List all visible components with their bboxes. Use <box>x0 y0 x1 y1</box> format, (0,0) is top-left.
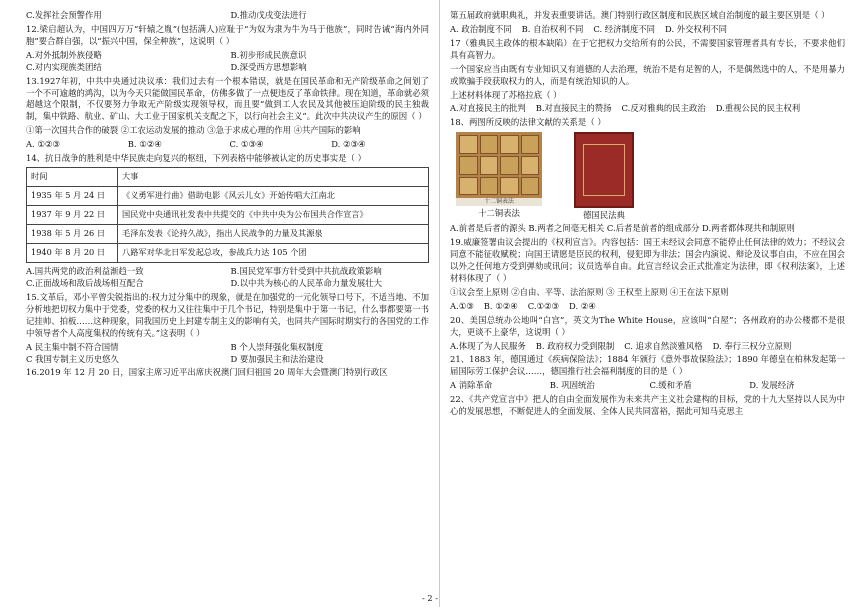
q16-stem: 16.2019 年 12 月 20 日，国家主席习近平出席庆祝澳门回归祖国 20 周年大会暨澳门特别行政区 <box>26 367 388 378</box>
table-cell-event: 国民党中央通讯社发表中共提交的《中共中央为公布国共合作宣言》 <box>118 206 429 225</box>
german-civil-code-caption: 德国民法典 <box>583 210 625 221</box>
q13-option-a: A. ①②③ <box>26 139 60 150</box>
twelve-tables-image <box>456 132 542 198</box>
q11-options <box>26 10 429 22</box>
table-header-event: 大事 <box>118 168 429 187</box>
twelve-tables-caption: 十二铜表法 <box>478 208 520 219</box>
q13-stem: 13.1927年初，中共中央通过决议承：我们过去有一个根本错误，就是在国民革命和无产阶级革命之间划了一个不可逾越的鸿沟，以为今天只能做国民革命，仿佛多做了一点便违反了革命铁律。现在知道，革命就必须超越这个限制，不仅要努力争取无产阶级实现领导权，而且要“做到工人农民及其他被压迫阶级的民主独裁制，集中铁路、航业、矿山、大工业于国家机关支配之下，以行向社会主义”。此次中共决议产生的原因（ ） <box>26 75 429 122</box>
german-civil-code-image <box>574 132 634 208</box>
q14-option-b: B.国民党军事方针受到中共抗战政策影响 <box>230 266 382 277</box>
q14-option-d: D.以中共为核心的人民革命力量发展壮大 <box>230 277 382 288</box>
q17-option-c: C.反对雅典的民主政治 <box>621 103 706 114</box>
q19-items: ①议会至上原则 ②自由、平等、法治原则 ③ 王权至上原则 ④王在法下原则 <box>450 286 729 297</box>
q21-stem: 21、1883 年，德国通过《疾病保险法》；1884 年颁行《意外事故保险法》；1890 年德皇在柏林发起第一届国际劳工保护会议……，德国推行社会福利制度的目的是（ ） <box>450 354 845 377</box>
q12-option-d: D.深受西方思想影响 <box>230 61 307 72</box>
table-row <box>27 244 429 263</box>
q16-continuation: 第五届政府就职典礼，并发表重要讲话。澳门特别行政区制度和民族区域自治制度的最主要区别是（ ） <box>450 10 830 20</box>
q13-option-c: C. ①③④ <box>229 139 264 150</box>
table-cell-date: 1940 年 8 月 20 日 <box>27 244 118 263</box>
q17-options <box>450 103 845 115</box>
q14-option-a: A.国共两党的政治利益渐趋一致 <box>26 266 144 277</box>
q17-option-b: B.对直接民主的赞扬 <box>535 103 612 114</box>
table-header-time: 时间 <box>27 168 118 187</box>
q16-option-a: A. 政治制度不同 <box>450 23 512 34</box>
q20-option-b: B. 政府权力受到限制 <box>535 340 615 351</box>
table-row <box>27 206 429 225</box>
twelve-tables-strip-label: 十二铜表法 <box>456 198 542 206</box>
q15-option-d: D 要加强民主和法治建设 <box>230 353 324 364</box>
table-cell-event: 八路军对华北日军发起总攻，参战兵力达 105 个团 <box>118 244 429 263</box>
q18-options: A.前者是后者的源头 B.两者之间毫无相关 C.后者是前者的组成部分 D.两者都体现共和制原则 <box>450 223 795 234</box>
q12-option-b: B.初步形成民族意识 <box>230 49 307 60</box>
q19-option-d: D. ②④ <box>569 300 596 311</box>
german-civil-code-figure <box>574 132 634 222</box>
q16-options <box>450 24 845 36</box>
table-cell-event: 《义勇军进行曲》借助电影《风云儿女》开始传唱大江南北 <box>118 187 429 206</box>
q16-option-c: C. 经济制度不同 <box>593 23 656 34</box>
q20-option-a: A.体现了为人民服务 <box>450 340 526 351</box>
q19-option-c: C.①②③ <box>527 300 560 311</box>
q19-options <box>450 301 845 313</box>
q12-stem: 12.梁启超认为，中国四万万“轩辕之胤”(包括满人)应耻于“为奴为隶为牛为马于他族”，同时告诫“海内外同胞”要合群自强，以“振兴中国，保全种族”，这说明（ ） <box>26 23 429 46</box>
q21-option-d: D. 发展经济 <box>749 380 795 391</box>
q14-history-table <box>26 167 429 263</box>
q13-items: ①第一次国共合作的破裂 ②工农运动发展的推动 ③急于求成心理的作用 ④共产国际的影响 <box>26 125 361 136</box>
left-column <box>26 10 429 381</box>
twelve-tables-figure <box>456 132 542 222</box>
table-cell-date: 1937 年 9 月 22 日 <box>27 206 118 225</box>
q16-option-b: B. 自治权利不同 <box>521 23 584 34</box>
q14-options <box>26 266 429 290</box>
q12-options <box>26 50 429 74</box>
q22-stem: 22、《共产党宣言中》把人的自由全面发展作为未来共产主义社会建构的目标，党的十九大坚持以人民为中心的发展思想，不断促进人的全面发展、全体人民共同富裕，据此可知马克思主 <box>450 394 845 417</box>
q13-options <box>26 139 429 151</box>
q15-options <box>26 342 429 366</box>
q12-option-a: A.对外抵制外族侵略 <box>26 49 102 60</box>
q11-option-d: D.推动戊戌变法进行 <box>230 10 307 20</box>
q16-option-d: D. 外交权利不同 <box>665 23 728 34</box>
table-cell-date: 1938 年 5 月 26 日 <box>27 225 118 244</box>
table-cell-event: 毛泽东发表《论持久战》，指出人民战争的力量及其源泉 <box>118 225 429 244</box>
q21-option-b: B. 巩固统治 <box>549 380 595 391</box>
q13-option-d: D. ②③④ <box>331 139 366 150</box>
q18-figures <box>450 132 845 222</box>
q14-option-c: C.正面战场和敌后战场相互配合 <box>26 277 144 288</box>
q15-option-a: A 民主集中制不符合国情 <box>26 341 119 352</box>
q12-option-c: C.对内实现族类团结 <box>26 61 102 72</box>
q15-option-b: B 个人崇拜强化集权制度 <box>230 341 324 352</box>
q21-option-c: C.缓和矛盾 <box>649 380 692 391</box>
q20-option-d: D. 奉行三权分立原则 <box>712 340 792 351</box>
q11-option-c: C.发挥社会预警作用 <box>26 10 102 20</box>
q19-option-b: B. ①②④ <box>483 300 518 311</box>
q14-stem: 14、抗日战争的胜利是中华民族走向复兴的枢纽，下列表格中能够被认定的历史事实是（ ） <box>26 153 366 164</box>
q21-options <box>450 380 845 392</box>
q17-ask: 上述材料体现了苏格拉底（ ） <box>450 89 562 100</box>
table-header-row <box>27 168 429 187</box>
q13-option-b: B. ①②④ <box>127 139 162 150</box>
q17-option-d: D.重视公民的民主权利 <box>715 103 801 114</box>
table-row <box>27 187 429 206</box>
q17-quote: 一个国家应当由既有专业知识又有道德的人去治理，统治不是有足智的人，不是偶然选中的人，不是用暴力或欺骗手段获取权力的人，而是有统治知识的人。 <box>450 63 845 86</box>
q15-stem: 15.文革后，邓小平曾尖锐指出的:权力过分集中的现象，就是在加强党的一元化领导口号下，不适当地、不加分析地把切权力集中于党委，党委的权力又往往集中于几个书记，特别是集中于第一书记，什么事都要第一书记挂帅、拍板……这种现象，同我国历史上封建专制主义的影响有关，也同共产国际时期实行的各国党的工作中领导者个人高度集权的传统有关。”这表明（ ） <box>26 291 429 338</box>
q15-option-c: C 我国专制主义历史悠久 <box>26 353 119 364</box>
q21-option-a: A 消除革命 <box>450 380 493 391</box>
q17-option-a: A.对直接民主的批判 <box>450 103 526 114</box>
table-cell-date: 1935 年 5 月 24 日 <box>27 187 118 206</box>
q20-options <box>450 341 845 353</box>
table-row <box>27 225 429 244</box>
page-number: - 2 - <box>422 593 438 603</box>
right-column <box>450 10 845 420</box>
q19-option-a: A.①③ <box>450 300 474 311</box>
column-divider <box>439 0 440 607</box>
q20-option-c: C. 追求自然淡雅风格 <box>624 340 703 351</box>
q19-stem: 19.威廉签署由议会提出的《权利宣言》。内容包括：国王未经议会同意不能停止任何法律的效力；不经议会同意不能征收赋税；向国王请愿是臣民的权利，侵犯即为非法；国会内演说、辩论及议事自由，不应在国会以外之任何地方受到弹劾或讯问；议员选举自由。此宣言经议会正式批准定为法律，即《权利法案》，上述材料体现了（ ） <box>450 237 845 283</box>
q18-stem: 18、两图所反映的法律文献的关系是（ ） <box>450 117 606 128</box>
q17-stem: 17（雅典民主政体的根本缺陷）在于它把权力交给所有的公民，不需要国家管理者具有专长，不要求他们具有高智力。 <box>450 37 845 60</box>
q20-stem: 20、美国总统办公地叫“白宫”，英文为The White House，应该叫“白屋”；各州政府的办公楼都不是很大，更谈不上豪华，这说明（ ） <box>450 314 845 337</box>
